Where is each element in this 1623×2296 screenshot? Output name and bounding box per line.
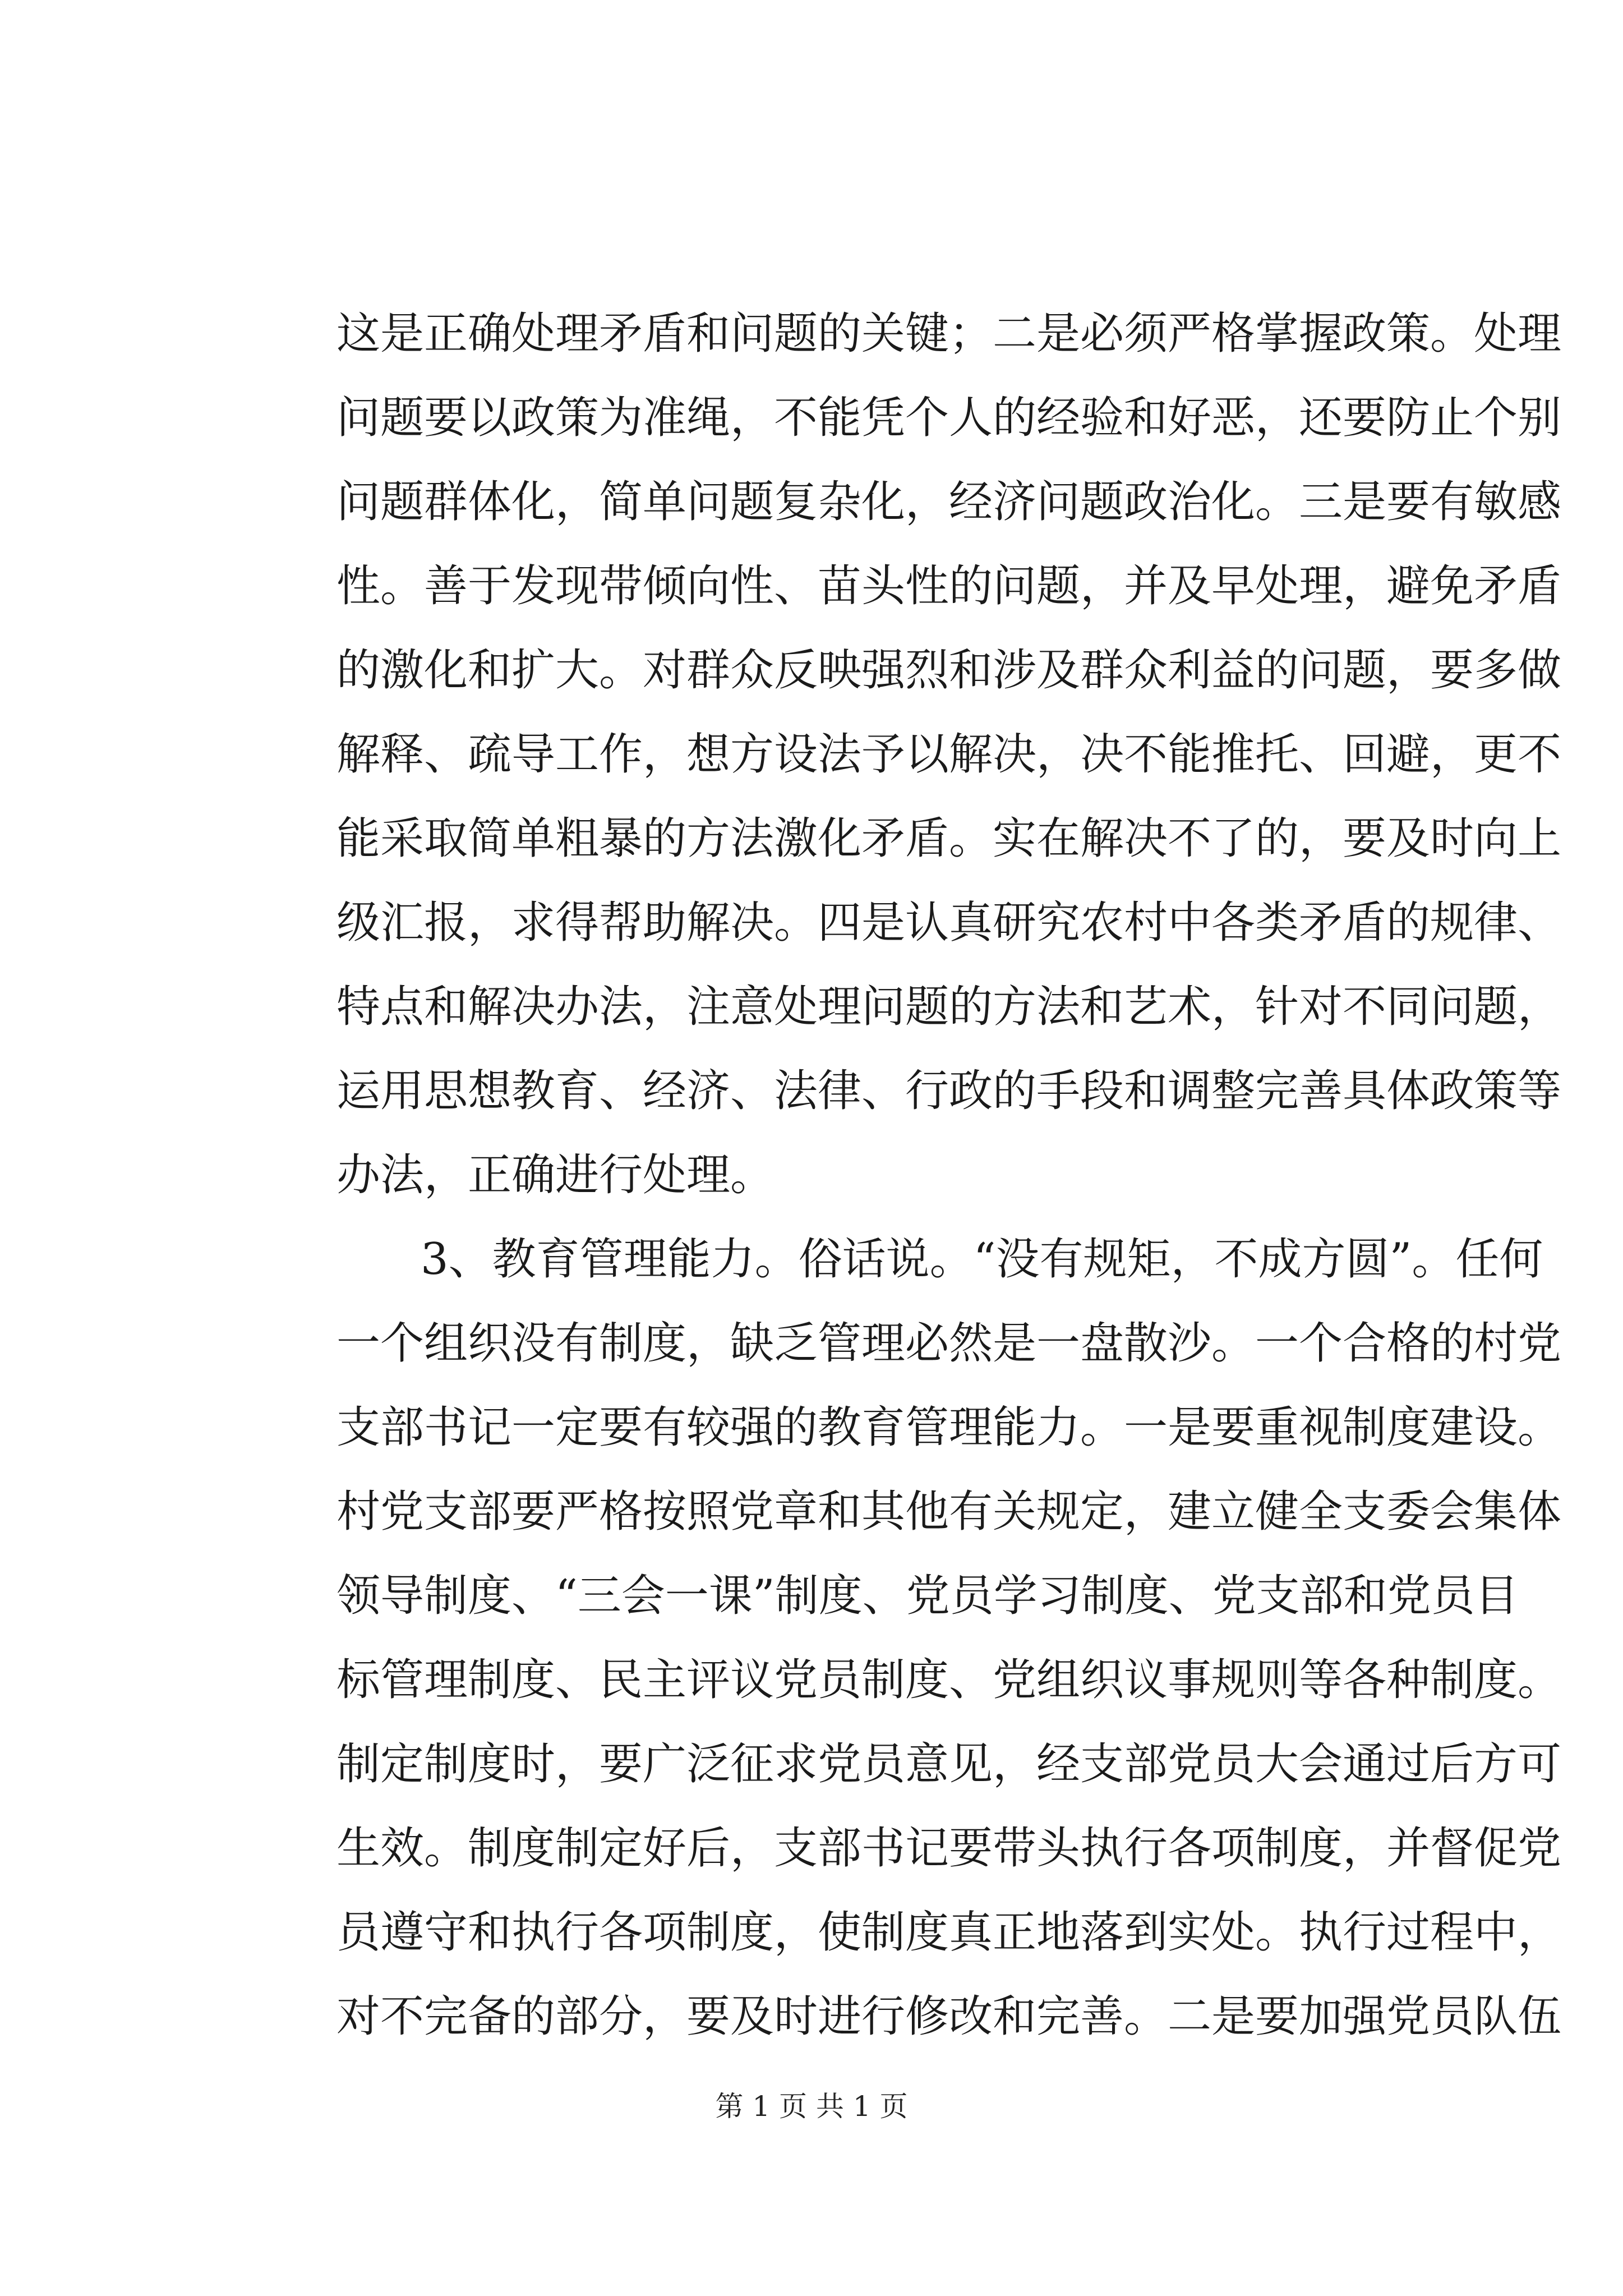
text-line: 标管理制度、民主评议党员制度、党组织议事规则等各种制度。 [336, 1655, 1562, 1705]
text-line: 的激化和扩大。对群众反映强烈和涉及群众利益的问题，要多做 [336, 645, 1562, 696]
text-line: 这是正确处理矛盾和问题的关键；二是必须严格掌握政策。处理 [336, 309, 1562, 359]
text-line: 解释、疏导工作，想方设法予以解决，决不能推托、回避，更不 [336, 729, 1562, 780]
document-body [336, 292, 1562, 2059]
text-line: 运用思想教育、经济、法律、行政的手段和调整完善具体政策等 [336, 1066, 1562, 1116]
text-line: 办法，正确进行处理。 [336, 1150, 774, 1200]
text-line: 特点和解决办法，注意处理问题的方法和艺术，针对不同问题， [336, 982, 1562, 1032]
text-line: 一个组织没有制度，缺乏管理必然是一盘散沙。一个合格的村党 [336, 1318, 1562, 1369]
text-line: 问题群体化，简单问题复杂化，经济问题政治化。三是要有敏感 [336, 477, 1562, 527]
text-line: 支部书记一定要有较强的教育管理能力。一是要重视制度建设。 [336, 1402, 1562, 1453]
text-line: 对不完备的部分，要及时进行修改和完善。二是要加强党员队伍 [336, 1991, 1562, 2042]
text-line: 生效。制度制定好后，支部书记要带头执行各项制度，并督促党 [336, 1823, 1562, 1874]
text-line: 级汇报，求得帮助解决。四是认真研究农村中各类矛盾的规律、 [336, 898, 1562, 948]
text-line: 性。善于发现带倾向性、苗头性的问题，并及早处理，避免矛盾 [336, 561, 1562, 611]
text-line: 制定制度时，要广泛征求党员意见，经支部党员大会通过后方可 [336, 1739, 1562, 1789]
text-line: 3、教育管理能力。俗话说。“没有规矩，不成方圆”。任何 [421, 1234, 1543, 1285]
text-line: 员遵守和执行各项制度，使制度真正地落到实处。执行过程中， [336, 1907, 1562, 1958]
text-line: 村党支部要严格按照党章和其他有关规定，建立健全支委会集体 [336, 1487, 1562, 1537]
text-line: 问题要以政策为准绳，不能凭个人的经验和好恶，还要防止个别 [336, 393, 1562, 443]
text-line: 领导制度、“三会一课”制度、党员学习制度、党支部和党员目 [336, 1571, 1519, 1621]
text-line: 能采取简单粗暴的方法激化矛盾。实在解决不了的，要及时向上 [336, 813, 1562, 864]
page-number-label: 第 1 页 共 1 页 [715, 2090, 908, 2123]
page-footer [0, 2090, 1623, 2123]
